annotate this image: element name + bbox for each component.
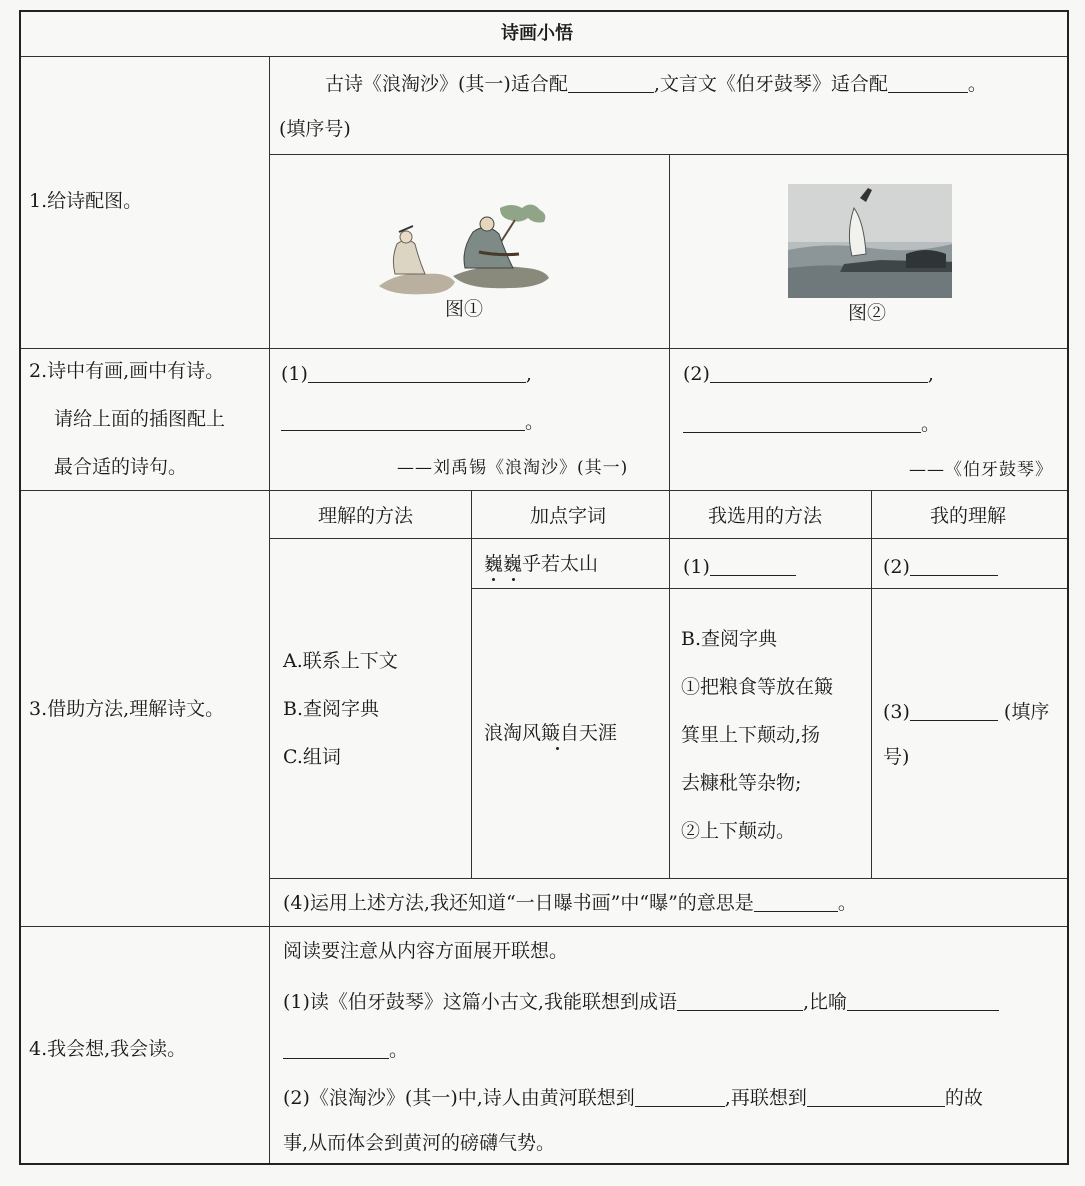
rule <box>21 56 1067 57</box>
poem-line-left-1 <box>281 364 532 384</box>
prompt-text: ,文言文《伯牙鼓琴》适合配 <box>653 73 888 95</box>
row1-label: 1.给诗配图。 <box>29 190 143 212</box>
method-option: C.组词 <box>283 746 341 768</box>
item-number: (2) <box>683 363 710 385</box>
answer-blank[interactable] <box>754 893 838 912</box>
column-header: 加点字词 <box>530 505 607 527</box>
question-text: ,比喻 <box>802 991 848 1013</box>
emphasis-dot <box>556 747 559 750</box>
definition-line: ①把粮食等放在簸 <box>681 676 834 698</box>
rule <box>21 348 1067 349</box>
source-citation: ——刘禹锡《浪淘沙》(其一) <box>397 458 629 478</box>
answer-blank[interactable] <box>635 1088 725 1107</box>
row4-label: 4.我会想,我会读。 <box>29 1038 187 1060</box>
answer-blank[interactable] <box>677 992 803 1011</box>
rule <box>21 926 1067 927</box>
rule <box>471 588 1067 589</box>
rule <box>269 56 270 1163</box>
punct: 。 <box>389 1039 409 1061</box>
answer-blank[interactable] <box>910 702 998 721</box>
item-number: (3) <box>883 701 910 723</box>
answer-blank[interactable] <box>568 74 654 93</box>
row1-note: (填序号) <box>279 118 351 140</box>
poem-line-right-1 <box>683 364 934 384</box>
answer-blank[interactable] <box>807 1088 945 1107</box>
worksheet-table <box>19 10 1069 1165</box>
question-text: (4)运用上述方法,我还知道“一日曝书画”中“曝”的意思是 <box>283 892 754 914</box>
understanding-cell <box>883 702 1049 722</box>
figure-caption: 图① <box>445 298 484 320</box>
column-header: 理解的方法 <box>318 505 414 527</box>
definition-line: 箕里上下颠动,扬 <box>681 724 821 746</box>
two-seated-figures-illustration-icon <box>375 190 565 301</box>
item-number: (2) <box>883 556 910 578</box>
definition-line: ②上下颠动。 <box>681 820 796 842</box>
sailboat-on-river-illustration-icon <box>788 184 952 303</box>
rule <box>269 538 1067 539</box>
hint-text: (填序 <box>1003 701 1050 723</box>
poem-line-left-2 <box>281 412 544 432</box>
hint-text: 号) <box>883 746 910 768</box>
row2-label-line: 请给上面的插图配上 <box>54 408 226 430</box>
dotted-phrase: 浪淘风簸自天涯 <box>484 722 618 744</box>
column-header: 我的理解 <box>930 505 1007 527</box>
poem-line-right-2 <box>683 414 940 434</box>
punct: 。 <box>837 892 857 914</box>
question-text: (2)《浪淘沙》(其一)中,诗人由黄河联想到 <box>283 1087 635 1109</box>
row1-prompt <box>325 74 987 94</box>
rule <box>669 154 670 490</box>
column-header: 我选用的方法 <box>708 505 823 527</box>
method-option: A.联系上下文 <box>283 650 398 672</box>
answer-blank[interactable] <box>683 414 921 433</box>
answer-blank[interactable] <box>308 364 526 383</box>
answer-blank[interactable] <box>710 557 796 576</box>
understanding-cell <box>883 557 998 577</box>
definition-line: 去糠秕等杂物; <box>681 772 802 794</box>
rule <box>471 490 472 878</box>
answer-blank[interactable] <box>910 557 998 576</box>
rule <box>21 490 1067 491</box>
row4-question-2-cont: 事,从而体会到黄河的磅礴气势。 <box>283 1132 556 1154</box>
prompt-text: 。 <box>967 73 987 95</box>
answer-blank[interactable] <box>888 74 968 93</box>
rule <box>269 154 1067 155</box>
rule <box>269 878 1067 879</box>
row4-question-2 <box>283 1088 983 1108</box>
rule <box>669 490 670 878</box>
question-text: (1)读《伯牙鼓琴》这篇小古文,我能联想到成语 <box>283 991 677 1013</box>
row2-label-line: 最合适的诗句。 <box>54 456 188 478</box>
punct: 。 <box>921 413 941 435</box>
figure-caption: 图② <box>848 302 887 324</box>
prompt-text: 古诗《浪淘沙》(其一)适合配 <box>325 73 568 95</box>
row2-label-line: 2.诗中有画,画中有诗。 <box>29 360 225 382</box>
question-text: 的故 <box>944 1087 983 1109</box>
source-citation: ——《伯牙鼓琴》 <box>909 460 1053 480</box>
item-number: (1) <box>683 556 710 578</box>
answer-blank[interactable] <box>710 364 928 383</box>
punct: , <box>525 363 532 385</box>
question-text: ,再联想到 <box>724 1087 807 1109</box>
answer-blank[interactable] <box>847 992 999 1011</box>
row4-intro: 阅读要注意从内容方面展开联想。 <box>283 940 569 962</box>
answer-blank[interactable] <box>281 412 525 431</box>
rule <box>871 490 872 878</box>
apply-question <box>283 893 857 913</box>
dotted-phrase: 巍巍乎若太山 <box>484 553 599 575</box>
emphasis-dot <box>512 578 515 581</box>
page-title: 诗画小悟 <box>501 23 573 44</box>
chosen-method-cell <box>683 557 796 577</box>
row4-question-1-cont <box>283 1040 408 1060</box>
item-number: (1) <box>281 363 308 385</box>
method-option: B.查阅字典 <box>283 698 380 720</box>
punct: , <box>927 363 934 385</box>
row3-label: 3.借助方法,理解诗文。 <box>29 698 225 720</box>
definition-line: B.查阅字典 <box>681 628 778 650</box>
answer-blank[interactable] <box>283 1040 389 1059</box>
row4-question-1 <box>283 992 999 1012</box>
emphasis-dot <box>492 578 495 581</box>
punct: 。 <box>525 411 545 433</box>
